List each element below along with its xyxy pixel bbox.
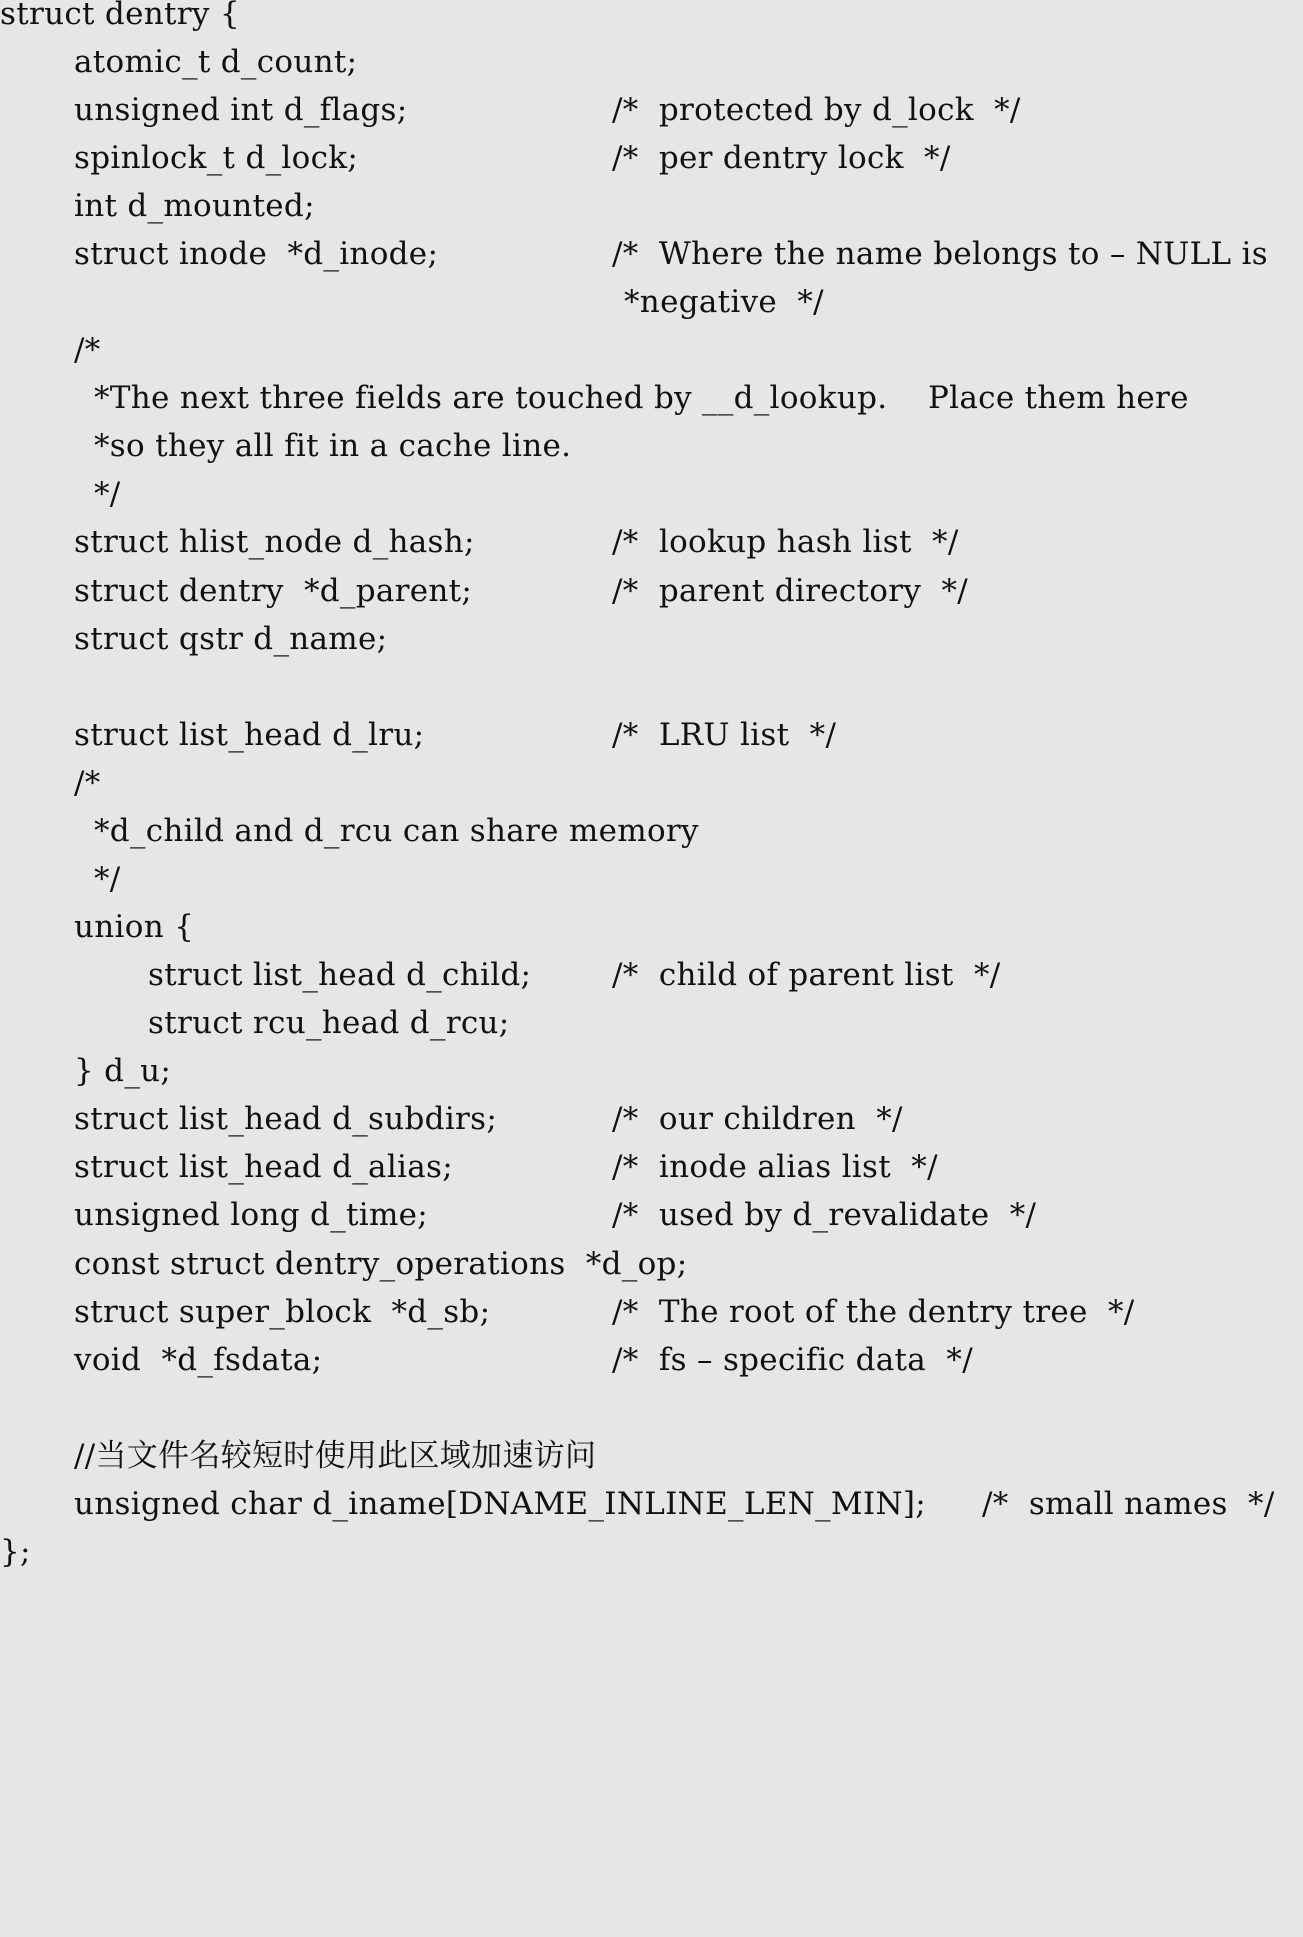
code-line-d-lock: spinlock_t d_lock; <box>74 140 359 176</box>
code-line-d-alias: struct list_head d_alias; <box>74 1149 454 1185</box>
code-line-d-mounted: int d_mounted; <box>74 188 315 224</box>
code-line-d-parent: struct dentry *d_parent; <box>74 573 473 609</box>
struct-close-line: }; <box>0 1534 31 1570</box>
code-line-d-time: unsigned long d_time; <box>74 1197 429 1233</box>
comment-d-sb: /* The root of the dentry tree */ <box>612 1294 1135 1330</box>
union-open-line: union { <box>74 909 195 945</box>
code-line-d-child: struct list_head d_child; <box>148 957 532 993</box>
comment-d-time: /* used by d_revalidate */ <box>612 1197 1037 1233</box>
code-line-d-sb: struct super_block *d_sb; <box>74 1294 491 1330</box>
comment-d-alias: /* inode alias list */ <box>612 1149 938 1185</box>
code-line-d-rcu: struct rcu_head d_rcu; <box>148 1005 510 1041</box>
code-line-d-iname: unsigned char d_iname[DNAME_INLINE_LEN_MIN]; <box>74 1486 927 1522</box>
block-comment-open-2: /* <box>74 765 101 801</box>
comment-d-inode-continued: *negative */ <box>624 284 824 320</box>
code-line-d-count: atomic_t d_count; <box>74 44 358 80</box>
chinese-comment-line: //当文件名较短时使用此区域加速访问 <box>74 1438 597 1474</box>
code-line-d-lru: struct list_head d_lru; <box>74 717 425 753</box>
block-comment-line-2: *so they all fit in a cache line. <box>94 428 572 464</box>
comment-d-fsdata: /* fs – specific data */ <box>612 1342 973 1378</box>
struct-open-line: struct dentry { <box>0 0 240 32</box>
code-line-d-name: struct qstr d_name; <box>74 621 388 657</box>
code-line-d-hash: struct hlist_node d_hash; <box>74 524 475 560</box>
code-line-d-flags: unsigned int d_flags; <box>74 92 408 128</box>
comment-d-subdirs: /* our children */ <box>612 1101 903 1137</box>
block-comment-close: */ <box>94 476 121 512</box>
comment-d-parent: /* parent directory */ <box>612 573 969 609</box>
code-line-d-inode: struct inode *d_inode; <box>74 236 439 272</box>
union-close-line: } d_u; <box>74 1053 172 1089</box>
block-comment-open: /* <box>74 332 101 368</box>
comment-d-lock: /* per dentry lock */ <box>612 140 951 176</box>
code-line-d-op: const struct dentry_operations *d_op; <box>74 1246 688 1282</box>
block-comment-line-1: *The next three fields are touched by __d_lookup. Place them here <box>94 380 1189 416</box>
block-comment-2-line-1: *d_child and d_rcu can share memory <box>94 813 699 849</box>
comment-d-inode: /* Where the name belongs to – NULL is <box>612 236 1268 272</box>
comment-d-hash: /* lookup hash list */ <box>612 524 959 560</box>
code-line-d-fsdata: void *d_fsdata; <box>74 1342 323 1378</box>
block-comment-close-2: */ <box>94 861 121 897</box>
comment-d-iname: /* small names */ <box>982 1486 1275 1522</box>
comment-d-lru: /* LRU list */ <box>612 717 837 753</box>
comment-d-flags: /* protected by d_lock */ <box>612 92 1021 128</box>
code-line-d-subdirs: struct list_head d_subdirs; <box>74 1101 498 1137</box>
comment-d-child: /* child of parent list */ <box>612 957 1001 993</box>
